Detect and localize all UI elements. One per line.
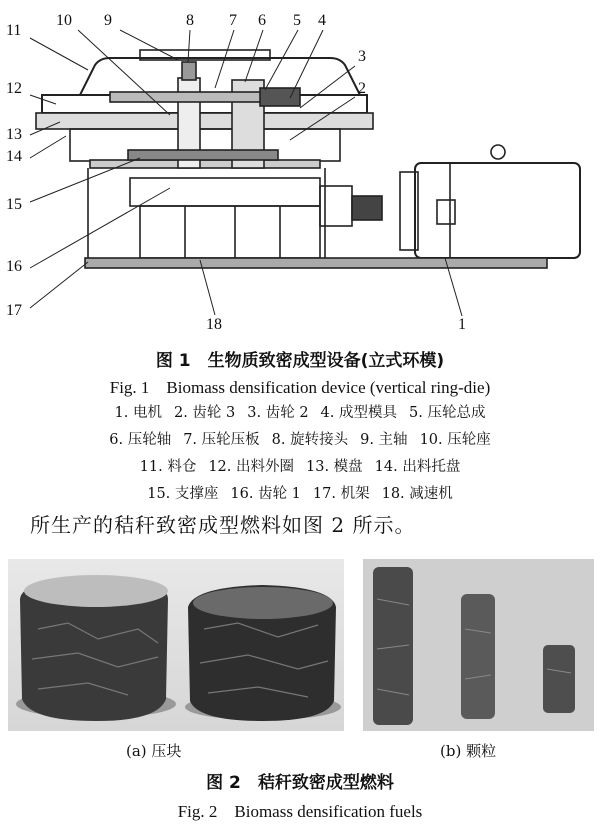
- figure-1-caption-en: Fig. 1 Biomass densification device (vertical ring-die): [109, 378, 491, 397]
- legend-item: 12. 出料外圈: [208, 459, 294, 475]
- legend-item: 14. 出料托盘: [374, 459, 461, 475]
- device-schematic: [0, 0, 600, 345]
- legend-item: 5. 压轮总成: [409, 405, 486, 421]
- legend-item: 13. 模盘: [306, 459, 363, 475]
- legend-item: 9. 主轴: [360, 432, 408, 448]
- figure-2b-label: (b) 颗粒: [440, 742, 497, 760]
- callout-4: 4: [318, 12, 326, 29]
- callout-5: 5: [293, 12, 301, 29]
- legend-item: 7. 压轮压板: [183, 432, 260, 448]
- figure-1-legend-row: [0, 455, 600, 476]
- machine-frame: [85, 258, 547, 268]
- photo-briquettes: [8, 559, 344, 731]
- legend-item: 6. 压轮轴: [109, 432, 172, 448]
- callout-3: 3: [358, 48, 366, 65]
- figure-1-legend-row: [0, 428, 600, 449]
- callout-2: 2: [358, 80, 366, 97]
- legend-item: 10. 压轮座: [419, 432, 491, 448]
- callout-14: 14: [6, 148, 22, 165]
- motor-eyebolt: [491, 145, 505, 159]
- callout-7: 7: [229, 12, 237, 29]
- figure-2a-label: (a) 压块: [126, 742, 182, 760]
- figure-1-caption-zh: 图 1 生物质致密成型设备(立式环模): [155, 351, 445, 371]
- coupling: [352, 196, 382, 220]
- legend-item: 18. 减速机: [381, 486, 453, 502]
- callout-18: 18: [206, 316, 222, 333]
- rotary-joint: [182, 62, 196, 80]
- die-plate: [36, 113, 373, 129]
- legend-item: 8. 旋转接头: [271, 432, 349, 448]
- motor-box: [437, 200, 455, 224]
- callout-1: 1: [458, 316, 466, 333]
- legend-item: 4. 成型模具: [320, 405, 397, 421]
- legend-item: 16. 齿轮 1: [230, 486, 301, 502]
- callout-10: 10: [56, 12, 72, 29]
- figure-1-legend-row: [0, 482, 600, 503]
- figure-2-caption-zh: 图 2 秸秆致密成型燃料: [206, 773, 394, 793]
- reducer-top: [130, 178, 320, 206]
- pellets-image: [363, 559, 594, 731]
- roller-plate: [110, 92, 275, 102]
- legend-item: 15. 支撑座: [147, 486, 219, 502]
- callout-16: 16: [6, 258, 22, 275]
- motor-body: [415, 163, 580, 258]
- legend-item: 11. 料仓: [139, 459, 197, 475]
- figure-2-caption-en: Fig. 2 Biomass densification fuels: [177, 802, 423, 821]
- body-paragraph: 所生产的秸秆致密成型燃料如图 2 所示。: [30, 513, 416, 537]
- figure-1-legend-row: [0, 401, 600, 422]
- callout-15: 15: [6, 196, 22, 213]
- briquettes-image: [8, 559, 344, 731]
- callout-13: 13: [6, 126, 22, 143]
- figure-1-drawing: [0, 0, 600, 345]
- callout-12: 12: [6, 80, 22, 97]
- gear-3: [128, 150, 278, 160]
- legend-item: 3. 齿轮 2: [247, 405, 309, 421]
- legend-item: 1. 电机: [114, 405, 162, 421]
- callout-8: 8: [186, 12, 194, 29]
- callout-11: 11: [6, 22, 22, 39]
- legend-item: 17. 机架: [312, 486, 370, 502]
- callout-17: 17: [6, 302, 22, 319]
- reducer-body: [140, 206, 320, 258]
- legend-item: 2. 齿轮 3: [173, 405, 236, 421]
- hopper-shape: [80, 58, 360, 95]
- photo-pellets: [363, 559, 594, 731]
- callout-6: 6: [258, 12, 266, 29]
- callout-9: 9: [104, 12, 112, 29]
